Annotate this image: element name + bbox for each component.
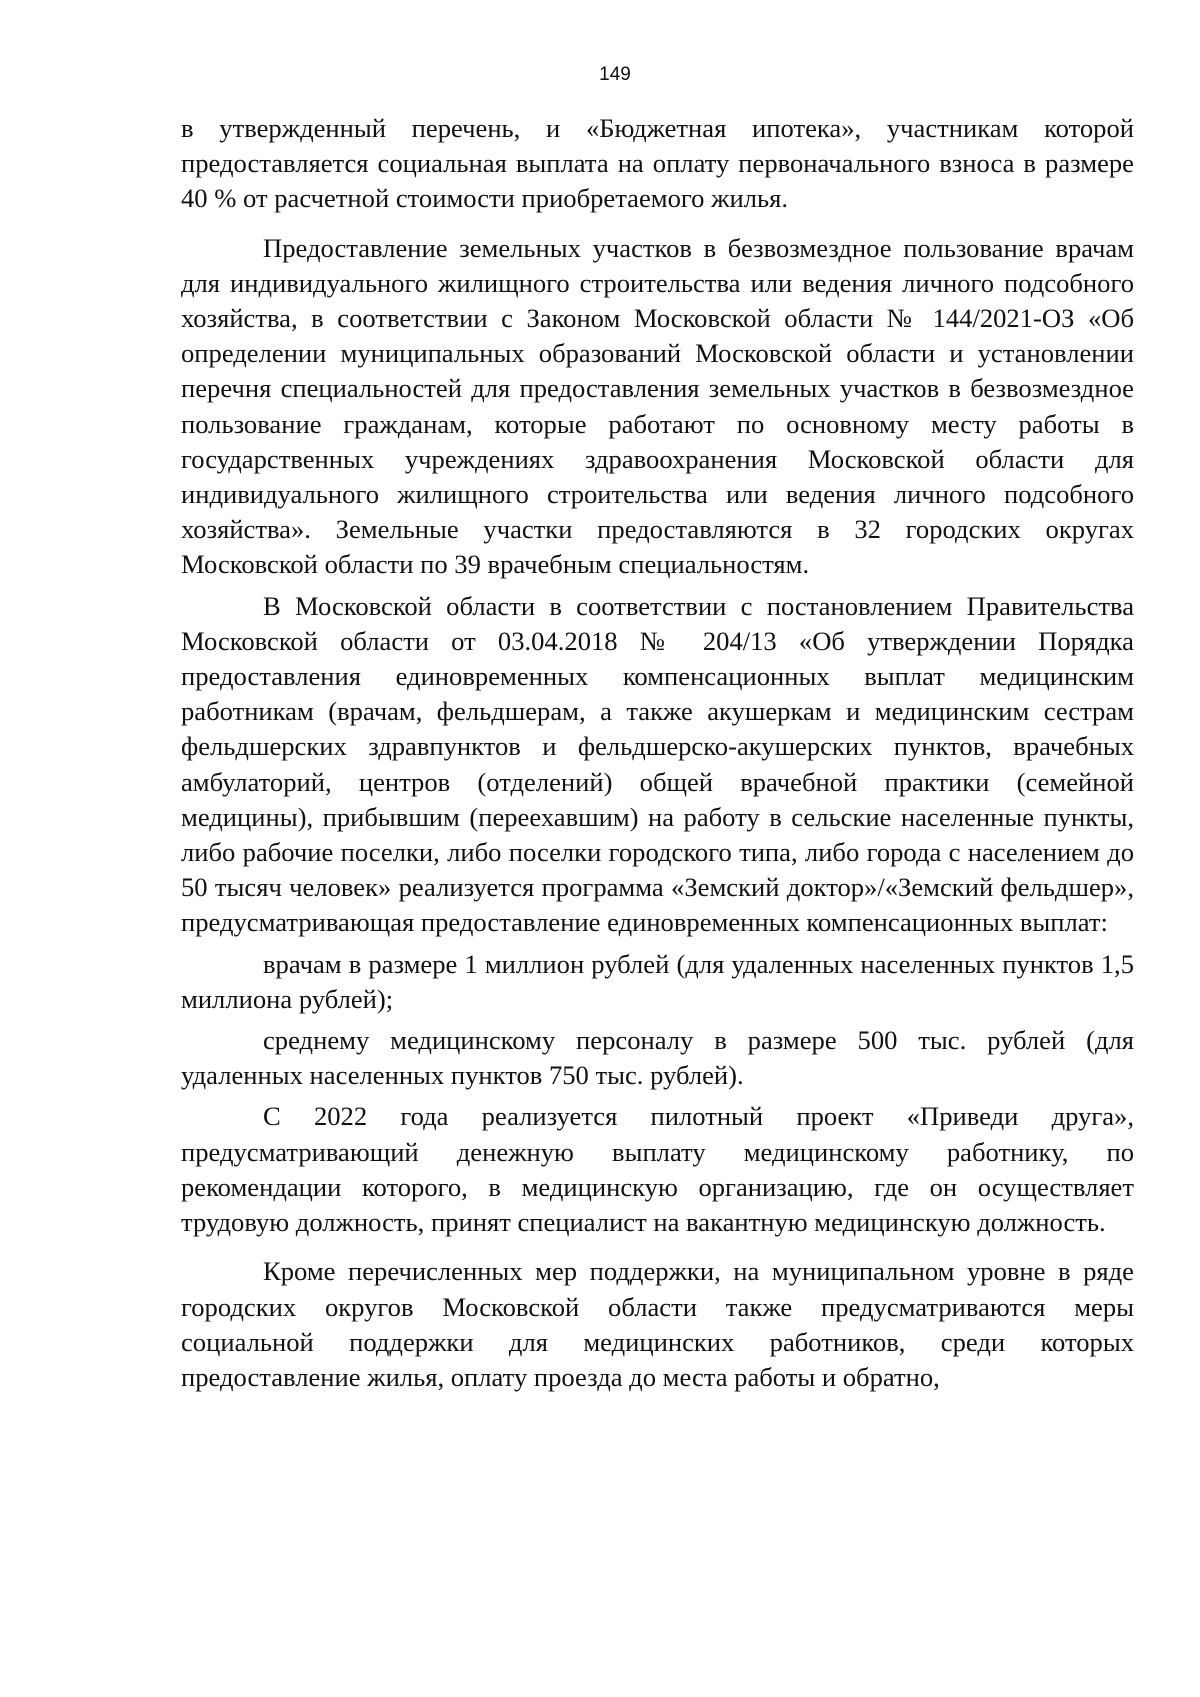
paragraph-zemsky-doctor: В Московской области в соответствии с постановлением Правительства Московской области от 03.04.2018 № 204/13 «Об утверждении Порядка предоставления единовременных компенсационных выплат медицинским работникам (врачам, фельдшерам, а также акушеркам и медицинским сестрам фельдшерских здравпунктов и фельдшерско-акушерских пунктов, врачебных амбулаторий, центров (отделений) общей врачебной практики (семейной медицины), прибывшим (переехавшим) на работу в сельские населенные пункты, либо рабочие поселки, либо поселки городского типа, либо города с населением до 50 тысяч человек» реализуется программа «Земский доктор»/«Земский фельдшер», предусматривающая предоставление единовременных компенсационных выплат:: [181, 590, 1134, 938]
page-number: 149: [599, 64, 631, 85]
paragraph-nurses-payment: среднему медицинскому персоналу в размере 500 тыс. рублей (для удаленных населенных пунктов 750 тыс. рублей).: [181, 1025, 1134, 1091]
paragraph-land-plots: Предоставление земельных участков в безвозмездное пользование врачам для индивидуального жилищного строительства или ведения личного подсобного хозяйства, в соответствии с Законом Московской области № 144/2021-ОЗ «Об определении муниципальных образований Московской области и установлении перечня специальностей для предоставления земельных участков в безвозмездное пользование гражданам, которые работают по основному месту работы в государственных учреждениях здравоохранения Московской области для индивидуального жилищного строительства или ведения личного подсобного хозяйства». Земельные участки предоставляются в 32 городских округах Московской области по 39 врачебным специальностям.: [181, 232, 1134, 580]
paragraph-doctors-payment: врачам в размере 1 миллион рублей (для удаленных населенных пунктов 1,5 миллиона рублей);: [181, 948, 1134, 1014]
paragraph-bring-a-friend: С 2022 года реализуется пилотный проект «Приведи друга», предусматривающий денежную выплату медицинскому работнику, по рекомендации которого, в медицинскую организацию, где он осуществляет трудовую должность, принят специалист на вакантную медицинскую должность.: [181, 1101, 1134, 1238]
document-body: [181, 111, 1134, 1395]
paragraph-budget-mortgage: в утвержденный перечень, и «Бюджетная ипотека», участникам которой предоставляется социальная выплата на оплату первоначального взноса в размере 40 % от расчетной стоимости приобретаемого жилья.: [181, 113, 1134, 214]
paragraph-municipal-support: Кроме перечисленных мер поддержки, на муниципальном уровне в ряде городских округов Московской области также предусматриваются меры социальной поддержки для медицинских работников, среди которых предоставление жилья, оплату проезда до места работы и обратно,: [181, 1256, 1134, 1392]
